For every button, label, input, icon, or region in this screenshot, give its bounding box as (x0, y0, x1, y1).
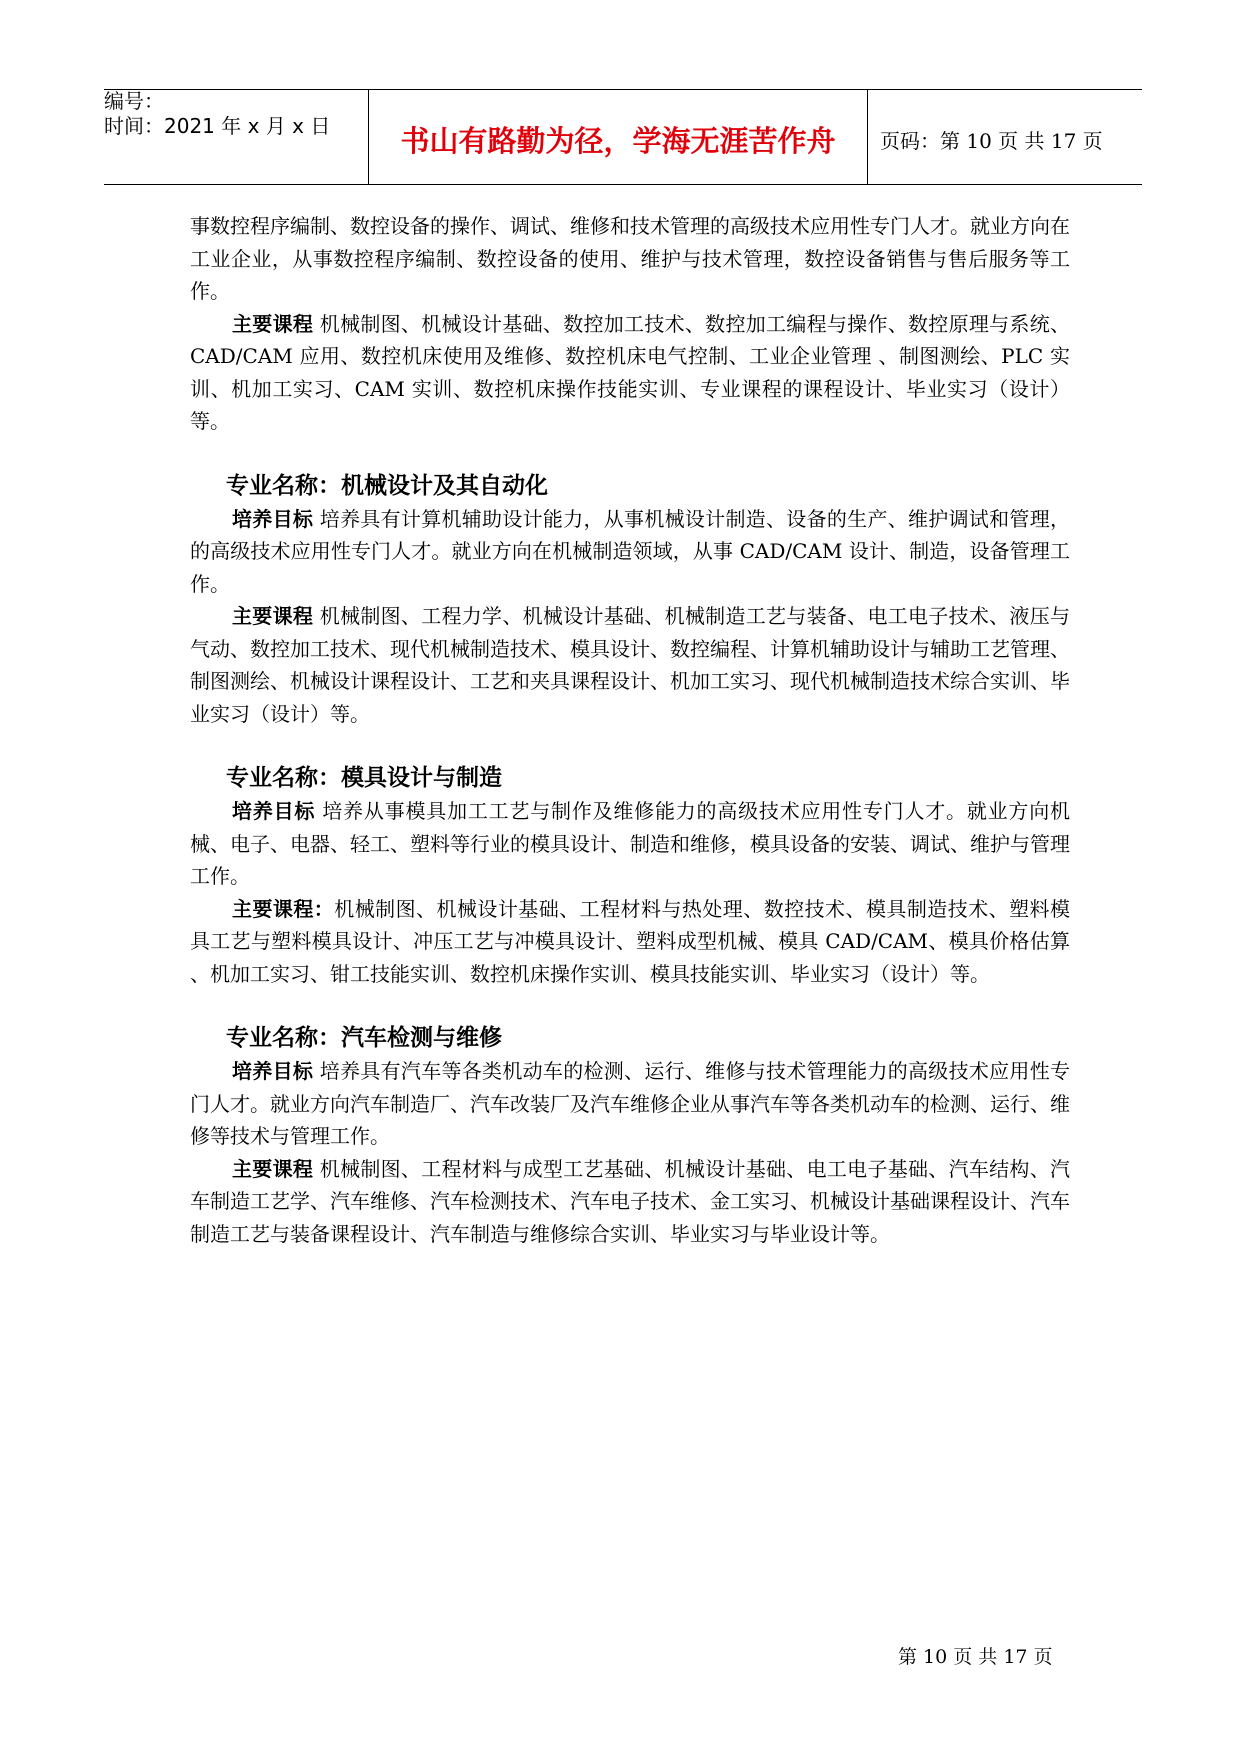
courses-label: 主要课程： (232, 896, 335, 921)
section-spacer (190, 730, 1070, 761)
courses-label: 主要课程 (232, 311, 314, 336)
page-footer: 第 10 页 共 17 页 (898, 1646, 1053, 1668)
intro-paragraph: 事数控程序编制、数控设备的操作、调试、维修和技术管理的高级技术应用性专门人才。就业方向在工业企业，从事数控程序编制、数控设备的使用、维护与技术管理，数控设备销售与售后服务等工作。 (190, 214, 1070, 303)
document-number-label: 编号： (104, 89, 164, 113)
document-body (190, 210, 1070, 1250)
section-spacer (190, 990, 1070, 1021)
courses-text: 机械制图、机械设计基础、数控加工技术、数控加工编程与操作、数控原理与系统、CAD/CAM 应用、数控机床使用及维修、数控机床电气控制、工业企业管理 、制图测绘、PLC 实训、机加工实习、CAM 实训、数控机床操作技能实训、专业课程的课程设计、毕业实习（设计）等。 (190, 311, 1071, 433)
section-title: 专业名称：汽车检测与维修 (226, 1025, 502, 1051)
header-left-cell (104, 90, 368, 184)
section-title: 专业名称：模具设计与制造 (226, 765, 502, 791)
courses-text: 机械制图、工程力学、机械设计基础、机械制造工艺与装备、电工电子技术、液压与气动、数控加工技术、现代机械制造技术、模具设计、数控编程、计算机辅助设计与辅助工艺管理、制图测绘、机械设计课程设计、工艺和夹具课程设计、机加工实习、现代机械制造技术综合实训、毕业实习（设计）等。 (190, 604, 1071, 726)
courses-text: 机械制图、机械设计基础、工程材料与热处理、数控技术、模具制造技术、塑料模具工艺与塑料模具设计、冲压工艺与冲模具设计、塑料成型机械、模具 CAD/CAM、模具价格估算 、机加工实习、钳工技能实训、数控机床操作实训、模具技能实训、毕业实习（设计）等。 (190, 896, 1070, 986)
header-motto: 书山有路勤为径，学海无涯苦作舟 (400, 124, 836, 158)
section-title: 专业名称：机械设计及其自动化 (226, 472, 548, 499)
document-time-label: 时间：2021 年 x 月 x 日 (104, 114, 331, 138)
section-goal (190, 795, 1070, 893)
section-courses (190, 1153, 1070, 1251)
header-middle-cell (368, 90, 868, 184)
major-section (190, 1021, 1070, 1250)
goal-label: 培养目标 (232, 506, 314, 531)
section-goal (190, 1055, 1070, 1153)
courses-label: 主要课程 (232, 1156, 314, 1181)
page-header (104, 89, 1142, 185)
major-section (190, 761, 1070, 990)
section-goal (190, 503, 1070, 601)
section-courses (190, 893, 1070, 991)
section-spacer (190, 438, 1070, 469)
courses-label: 主要课程 (232, 604, 314, 628)
header-right-cell (868, 90, 1142, 184)
goal-text: 培养具有汽车等各类机动车的检测、运行、维修与技术管理能力的高级技术应用性专门人才。就业方向汽车制造厂、汽车改装厂及汽车维修企业从事汽车等各类机动车的检测、运行、维修等技术与管理工作。 (190, 1059, 1071, 1148)
major-section (190, 469, 1070, 731)
section-courses (190, 600, 1070, 730)
goal-label: 培养目标 (232, 1059, 314, 1083)
intro-courses (190, 308, 1070, 438)
courses-text: 机械制图、工程材料与成型工艺基础、机械设计基础、电工电子基础、汽车结构、汽车制造工艺学、汽车维修、汽车检测技术、汽车电子技术、金工实习、机械设计基础课程设计、汽车制造工艺与装备课程设计、汽车制造与维修综合实训、毕业实习与毕业设计等。 (190, 1156, 1071, 1246)
header-page-info: 页码：第 10 页 共 17 页 (880, 129, 1103, 153)
goal-text: 培养从事模具加工工艺与制作及维修能力的高级技术应用性专门人才。就业方向机械、电子、电器、轻工、塑料等行业的模具设计、制造和维修，模具设备的安装、调试、维护与管理工作。 (190, 799, 1071, 888)
goal-text: 培养具有计算机辅助设计能力，从事机械设计制造、设备的生产、维护调试和管理，的高级技术应用性专门人才。就业方向在机械制造领域，从事 CAD/CAM 设计、制造，设备管理工作。 (190, 506, 1071, 596)
goal-label: 培养目标 (232, 799, 316, 823)
